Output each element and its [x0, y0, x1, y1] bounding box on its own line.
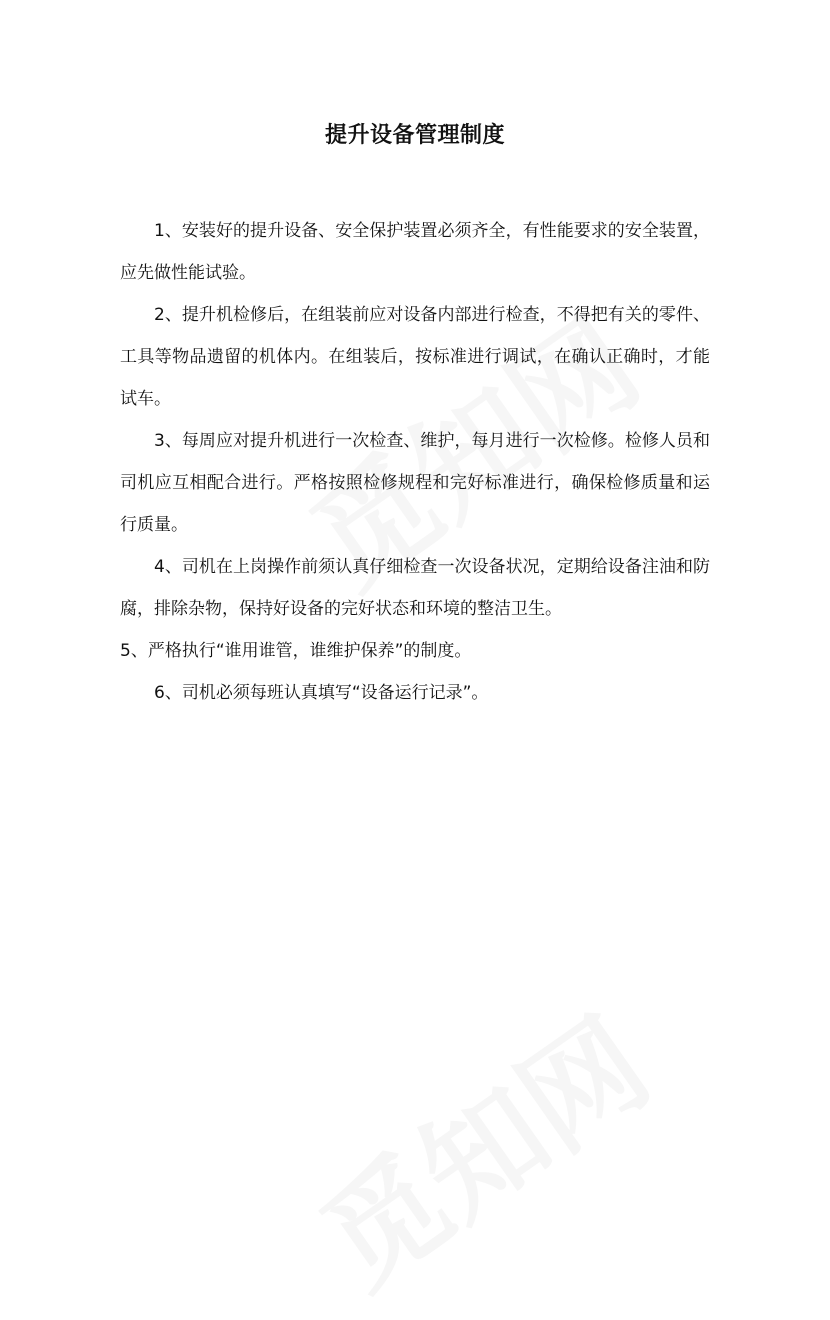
paragraph-2: 2、提升机检修后，在组装前应对设备内部进行检查，不得把有关的零件、工具等物品遗留的机体内。在组装后，按标准进行调试，在确认正确时，才能试车。	[120, 305, 710, 409]
document-title: 提升设备管理制度	[324, 123, 505, 148]
paragraph-5: 5、严格执行“谁用谁管，谁维护保养”的制度。	[120, 641, 472, 661]
paragraph-6: 6、司机必须每班认真填写“设备运行记录”。	[154, 683, 489, 703]
watermark-text	[283, 972, 677, 1319]
paragraph-4: 4、司机在上岗操作前须认真仔细检查一次设备状况，定期给设备注油和防腐，排除杂物，保持好设备的完好状态和环境的整洁卫生。	[120, 557, 710, 619]
paragraph-3: 3、每周应对提升机进行一次检查、维护，每月进行一次检修。检修人员和司机应互相配合进行。严格按照检修规程和完好标准进行，确保检修质量和运行质量。	[120, 431, 710, 535]
document-body	[120, 210, 710, 714]
paragraph-1: 1、安装好的提升设备、安全保护装置必须齐全，有性能要求的安全装置，应先做性能试验。	[120, 221, 710, 283]
